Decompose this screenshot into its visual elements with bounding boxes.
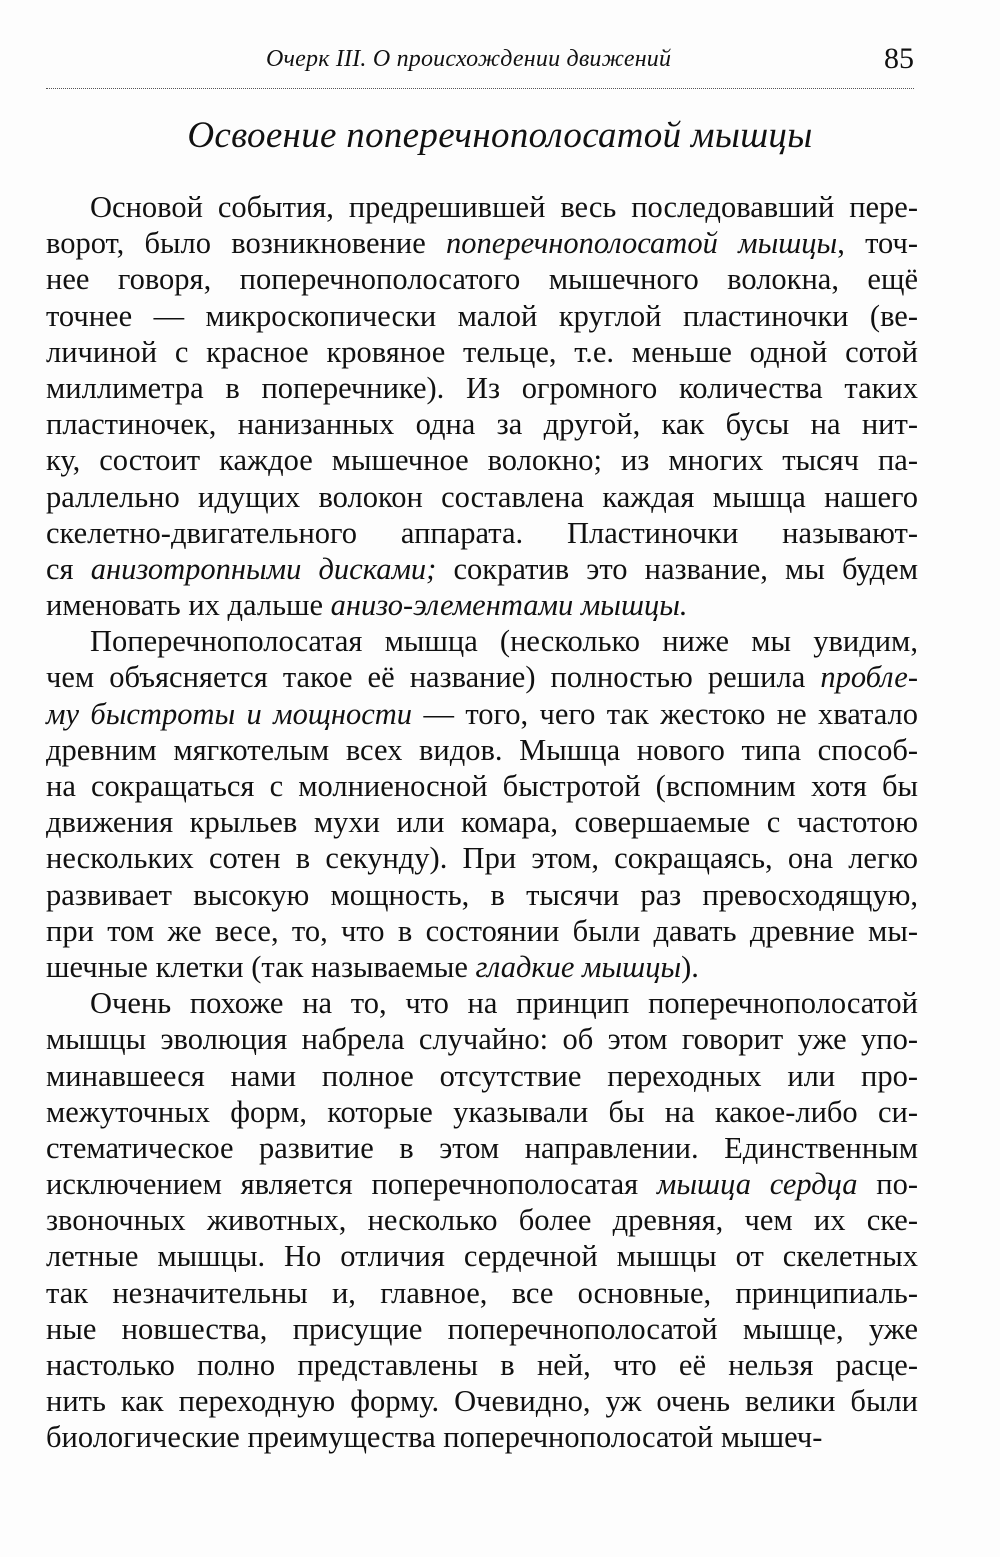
text-line bbox=[46, 370, 918, 406]
text-line bbox=[46, 479, 918, 515]
text-line bbox=[46, 768, 918, 804]
text-segment: межуточных форм, которые указывали бы на какое-либо си- bbox=[46, 1094, 918, 1129]
text-segment: , точ- bbox=[837, 226, 918, 261]
body-text bbox=[46, 189, 918, 1456]
text-segment: скелетно-двигательного аппарата. Пластиночки называют- bbox=[46, 515, 918, 550]
text-segment: так незначительны и, главное, все основные, принципиаль- bbox=[46, 1275, 918, 1310]
text-line bbox=[46, 1238, 918, 1274]
text-line bbox=[46, 515, 918, 551]
section-title: Освоение поперечнополосатой мышцы bbox=[187, 115, 813, 156]
text-line bbox=[46, 985, 918, 1021]
text-line bbox=[46, 877, 918, 913]
text-line bbox=[46, 334, 918, 370]
text-line bbox=[46, 1058, 918, 1094]
page-number: 85 bbox=[884, 42, 914, 75]
text-segment: настолько полно представлены в ней, что её нельзя расце- bbox=[46, 1348, 918, 1382]
text-segment: по- bbox=[857, 1167, 918, 1202]
text-line bbox=[46, 298, 918, 334]
text-segment: мышцы эволюция набрела случайно: об этом говорит уже упо- bbox=[46, 1022, 918, 1057]
text-segment: Очень похоже на то, что на принцип поперечнополосатой bbox=[90, 986, 918, 1021]
text-segment: раллельно идущих волокон составлена каждая мышца нашего bbox=[46, 479, 918, 514]
text-segment: звоночных животных, несколько более древняя, чем их ске- bbox=[46, 1203, 918, 1238]
text-line bbox=[46, 949, 918, 985]
text-segment: ). bbox=[681, 949, 699, 984]
italic-text: гладкие мышцы bbox=[475, 949, 682, 984]
text-line bbox=[46, 1166, 918, 1202]
italic-text: поперечнополосатой мышцы bbox=[446, 226, 838, 261]
text-segment: именовать их дальше bbox=[46, 588, 331, 623]
text-line bbox=[46, 804, 918, 840]
text-segment: точнее — микроскопически малой круглой пластиночки (ве- bbox=[46, 298, 918, 333]
paragraph bbox=[46, 623, 918, 985]
text-line bbox=[46, 1094, 918, 1130]
text-line bbox=[46, 261, 918, 297]
text-segment: при том же весе, то, что в состоянии были давать древние мы- bbox=[46, 913, 918, 948]
text-line bbox=[46, 659, 918, 695]
text-segment: стематическое развитие в этом направлении. Единственным bbox=[46, 1130, 918, 1165]
text-line bbox=[46, 1021, 918, 1057]
text-line bbox=[46, 1419, 918, 1455]
text-line bbox=[46, 551, 918, 587]
italic-text: му быстроты и мощности bbox=[46, 696, 413, 731]
text-line bbox=[46, 1130, 918, 1166]
text-segment: нить как переходную форму. Очевидно, уж очень велики были bbox=[46, 1384, 918, 1419]
text-segment: нее говоря, поперечнополосатого мышечного волокна, ещё bbox=[46, 262, 918, 297]
text-segment: пластиночек, нанизанных одна за другой, как бусы на нит- bbox=[46, 407, 918, 442]
text-line bbox=[46, 1311, 918, 1347]
text-segment: — того, чего так жестоко не хватало bbox=[412, 696, 918, 731]
text-segment: древним мягкотелым всех видов. Мышца нового типа способ- bbox=[46, 732, 918, 767]
italic-text: мышца сердца bbox=[656, 1167, 858, 1202]
text-segment: минавшееся нами полное отсутствие переходных или про- bbox=[46, 1058, 918, 1093]
text-segment: Основой события, предрешившей весь последовавший пере- bbox=[90, 190, 918, 224]
text-line bbox=[46, 1383, 918, 1419]
text-line bbox=[46, 406, 918, 442]
italic-text: пробле- bbox=[820, 660, 918, 695]
text-segment: исключением является поперечнополосатая bbox=[46, 1167, 657, 1202]
text-line bbox=[46, 623, 918, 659]
text-segment: чем объясняется такое её название) полностью решила bbox=[46, 660, 821, 695]
text-segment: личиной с красное кровяное тельце, т.е. меньше одной сотой bbox=[46, 334, 918, 369]
italic-text: анизотропными дисками; bbox=[90, 551, 437, 586]
text-line bbox=[46, 696, 918, 732]
text-line bbox=[46, 840, 918, 876]
text-line bbox=[46, 587, 918, 623]
running-chapter-title: Очерк III. О происхождении движений bbox=[266, 46, 672, 72]
text-segment: ся bbox=[46, 551, 91, 586]
text-segment: ворот, было возникновение bbox=[46, 226, 447, 261]
paragraph bbox=[46, 189, 918, 623]
text-segment: летные мышцы. Но отличия сердечной мышцы от скелетных bbox=[46, 1239, 918, 1274]
text-line bbox=[46, 1202, 918, 1238]
text-segment: нескольких сотен в секунду). При этом, сокращаясь, она легко bbox=[46, 841, 918, 876]
paragraph bbox=[46, 985, 918, 1455]
text-line bbox=[46, 189, 918, 225]
text-segment: ку, состоит каждое мышечное волокно; из многих тысяч па- bbox=[46, 443, 918, 478]
text-line bbox=[46, 913, 918, 949]
text-segment: биологические преимущества поперечнополосатой мышеч- bbox=[46, 1420, 823, 1455]
text-segment: развивает высокую мощность, в тысячи раз превосходящую, bbox=[46, 877, 918, 912]
text-segment: на сокращаться с молниеносной быстротой (вспомним хотя бы bbox=[46, 769, 918, 803]
text-line bbox=[46, 1275, 918, 1311]
text-line bbox=[46, 732, 918, 768]
text-segment: ные новшества, присущие поперечнополосатой мышце, уже bbox=[46, 1311, 918, 1346]
text-segment: миллиметра в поперечнике). Из огромного количества таких bbox=[46, 370, 918, 405]
text-segment: шечные клетки (так называемые bbox=[46, 949, 476, 984]
text-segment: Поперечнополосатая мышца (несколько ниже мы увидим, bbox=[90, 624, 918, 659]
italic-text: анизо-элементами мышцы. bbox=[330, 588, 688, 623]
text-line bbox=[46, 225, 918, 261]
text-segment: движения крыльев мухи или комара, совершаемые с частотою bbox=[46, 805, 918, 840]
text-line bbox=[46, 442, 918, 478]
text-segment: сократив это название, мы будем bbox=[436, 551, 918, 586]
running-header bbox=[46, 44, 914, 89]
text-line bbox=[46, 1347, 918, 1383]
